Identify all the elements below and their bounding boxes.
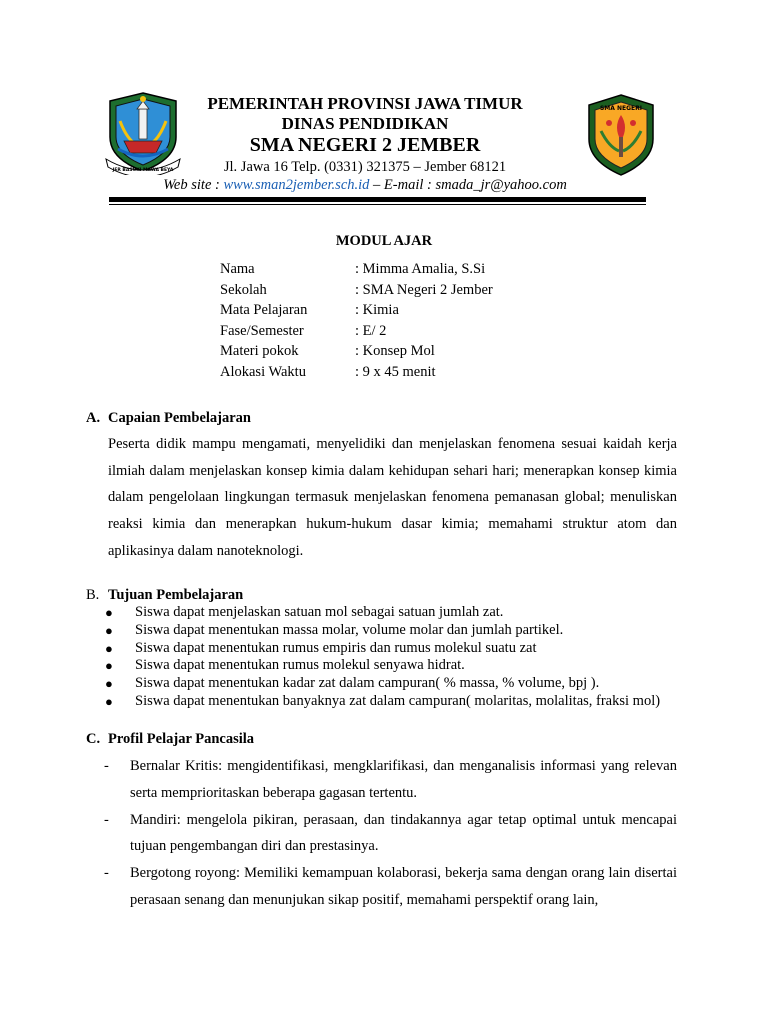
bullet-icon: ● (105, 605, 113, 620)
info-value: : E/ 2 (355, 322, 387, 339)
list-item (104, 807, 677, 861)
letterhead-department: DINAS PENDIDIKAN (281, 114, 449, 133)
document-title: MODUL AJAR (335, 233, 433, 249)
info-label: Materi pokok (220, 343, 299, 360)
info-row (220, 280, 493, 301)
bullet-icon: ● (105, 676, 113, 692)
letterhead-government: PEMERINTAH PROVINSI JAWA TIMUR (207, 94, 523, 113)
letterhead-address: Jl. Jawa 16 Telp. (0331) 321375 – Jember 68121 (223, 159, 507, 175)
list-item (100, 675, 660, 693)
emblem-motto: JER BASUKI MAWA BEYA (112, 168, 174, 173)
website-label: Web site : (163, 177, 224, 193)
section-a-heading (86, 410, 251, 427)
bullet-icon: ● (105, 658, 113, 674)
section-title: Tujuan Pembelajaran (108, 587, 244, 603)
dash-marker: - (104, 811, 109, 828)
info-value: : Kimia (355, 302, 399, 319)
list-item-text: Bernalar Kritis: mengidentifikasi, mengklarifikasi, dan menganalisis informasi yang relevan serta memprioritaskan beberapa gagasan tertentu. (130, 758, 677, 801)
info-value: : Konsep Mol (355, 343, 435, 360)
list-item-text: Siswa dapat menentukan banyaknya zat dalam campuran( molaritas, molalitas, fraksi mol) (135, 692, 661, 709)
dash-marker: - (104, 865, 109, 882)
section-c-heading (86, 731, 254, 748)
school-emblem-text: SMA NEGERI (599, 105, 643, 112)
bullet-icon: ● (105, 693, 113, 709)
website-link[interactable]: www.sman2jember.sch.id (223, 177, 370, 193)
section-a-paragraph: Peserta didik mampu mengamati, menyelidiki dan menjelaskan fenomena sesuai kaidah kerja ilmiah dalam menjelaskan konsep kimia dalam kehidupan sehari hari; menerapkan konsep kimia dalam pengelolaan lingkungan termasuk menjelaskan fenomena pemanasan global; menuliskan reaksi kimia dan menerapkan hukum-hukum dasar kimia; memahami struktur atom dan aplikasinya dalam nanoteknologi. (108, 436, 677, 559)
pancasila-profile-list (104, 753, 677, 914)
list-item-text: Siswa dapat menentukan massa molar, volume molar dan jumlah partikel. (135, 621, 564, 638)
list-item (100, 693, 660, 711)
list-item-text: Siswa dapat menentukan rumus molekul senyawa hidrat. (135, 657, 465, 674)
letterhead-contact (130, 177, 600, 194)
info-value: : Mimma Amalia, S.Si (355, 261, 486, 277)
info-row (220, 300, 493, 321)
section-number: B. (86, 587, 100, 603)
list-item (100, 604, 660, 622)
section-title: Profil Pelajar Pancasila (108, 731, 255, 747)
info-label: Fase/Semester (220, 322, 304, 339)
section-b-heading (86, 587, 243, 604)
section-number: C. (86, 731, 101, 747)
dash-marker: - (104, 758, 109, 774)
bullet-icon: ● (105, 640, 113, 656)
info-label: Mata Pelajaran (220, 302, 308, 319)
info-value: : 9 x 45 menit (355, 363, 436, 380)
list-item-text: Bergotong royong: Memiliki kemampuan kolaborasi, bekerja sama dengan orang lain disertai perasaan senang dan menunjukan sikap positif, memahami perspektif orang lain, (130, 865, 677, 908)
info-row (220, 259, 493, 280)
email-text: – E-mail : smada_jr@yahoo.com (369, 177, 567, 193)
info-value: : SMA Negeri 2 Jember (355, 281, 493, 298)
list-item-text: Siswa dapat menentukan kadar zat dalam campuran( % massa, % volume, bpj ). (135, 675, 600, 692)
list-item (100, 622, 660, 640)
section-number: A. (86, 410, 101, 426)
letterhead-divider-thick (109, 197, 646, 202)
section-title: Capaian Pembelajaran (108, 410, 251, 426)
module-info-table (220, 259, 493, 383)
list-item (104, 860, 677, 914)
learning-objectives-list (100, 604, 660, 711)
list-item (100, 640, 660, 658)
bullet-icon: ● (105, 622, 113, 638)
info-row (220, 321, 493, 342)
list-item (104, 753, 677, 807)
letterhead-school-name: SMA NEGERI 2 JEMBER (249, 134, 481, 156)
school-emblem-logo (585, 93, 657, 177)
info-label: Alokasi Waktu (220, 363, 306, 380)
list-item (100, 657, 660, 675)
info-row (220, 362, 493, 383)
list-item-text: Siswa dapat menentukan rumus empiris dan rumus molekul suatu zat (135, 639, 537, 656)
list-item-text: Mandiri: mengelola pikiran, perasaan, dan tindakannya agar tetap optimal untuk mencapai tujuan pengembangan diri dan prestasinya. (130, 811, 677, 855)
letterhead-divider-thin (109, 204, 646, 205)
info-label: Sekolah (220, 281, 267, 298)
info-row (220, 341, 493, 362)
info-label: Nama (220, 261, 255, 277)
list-item-text: Siswa dapat menjelaskan satuan mol sebagai satuan jumlah zat. (135, 604, 504, 620)
